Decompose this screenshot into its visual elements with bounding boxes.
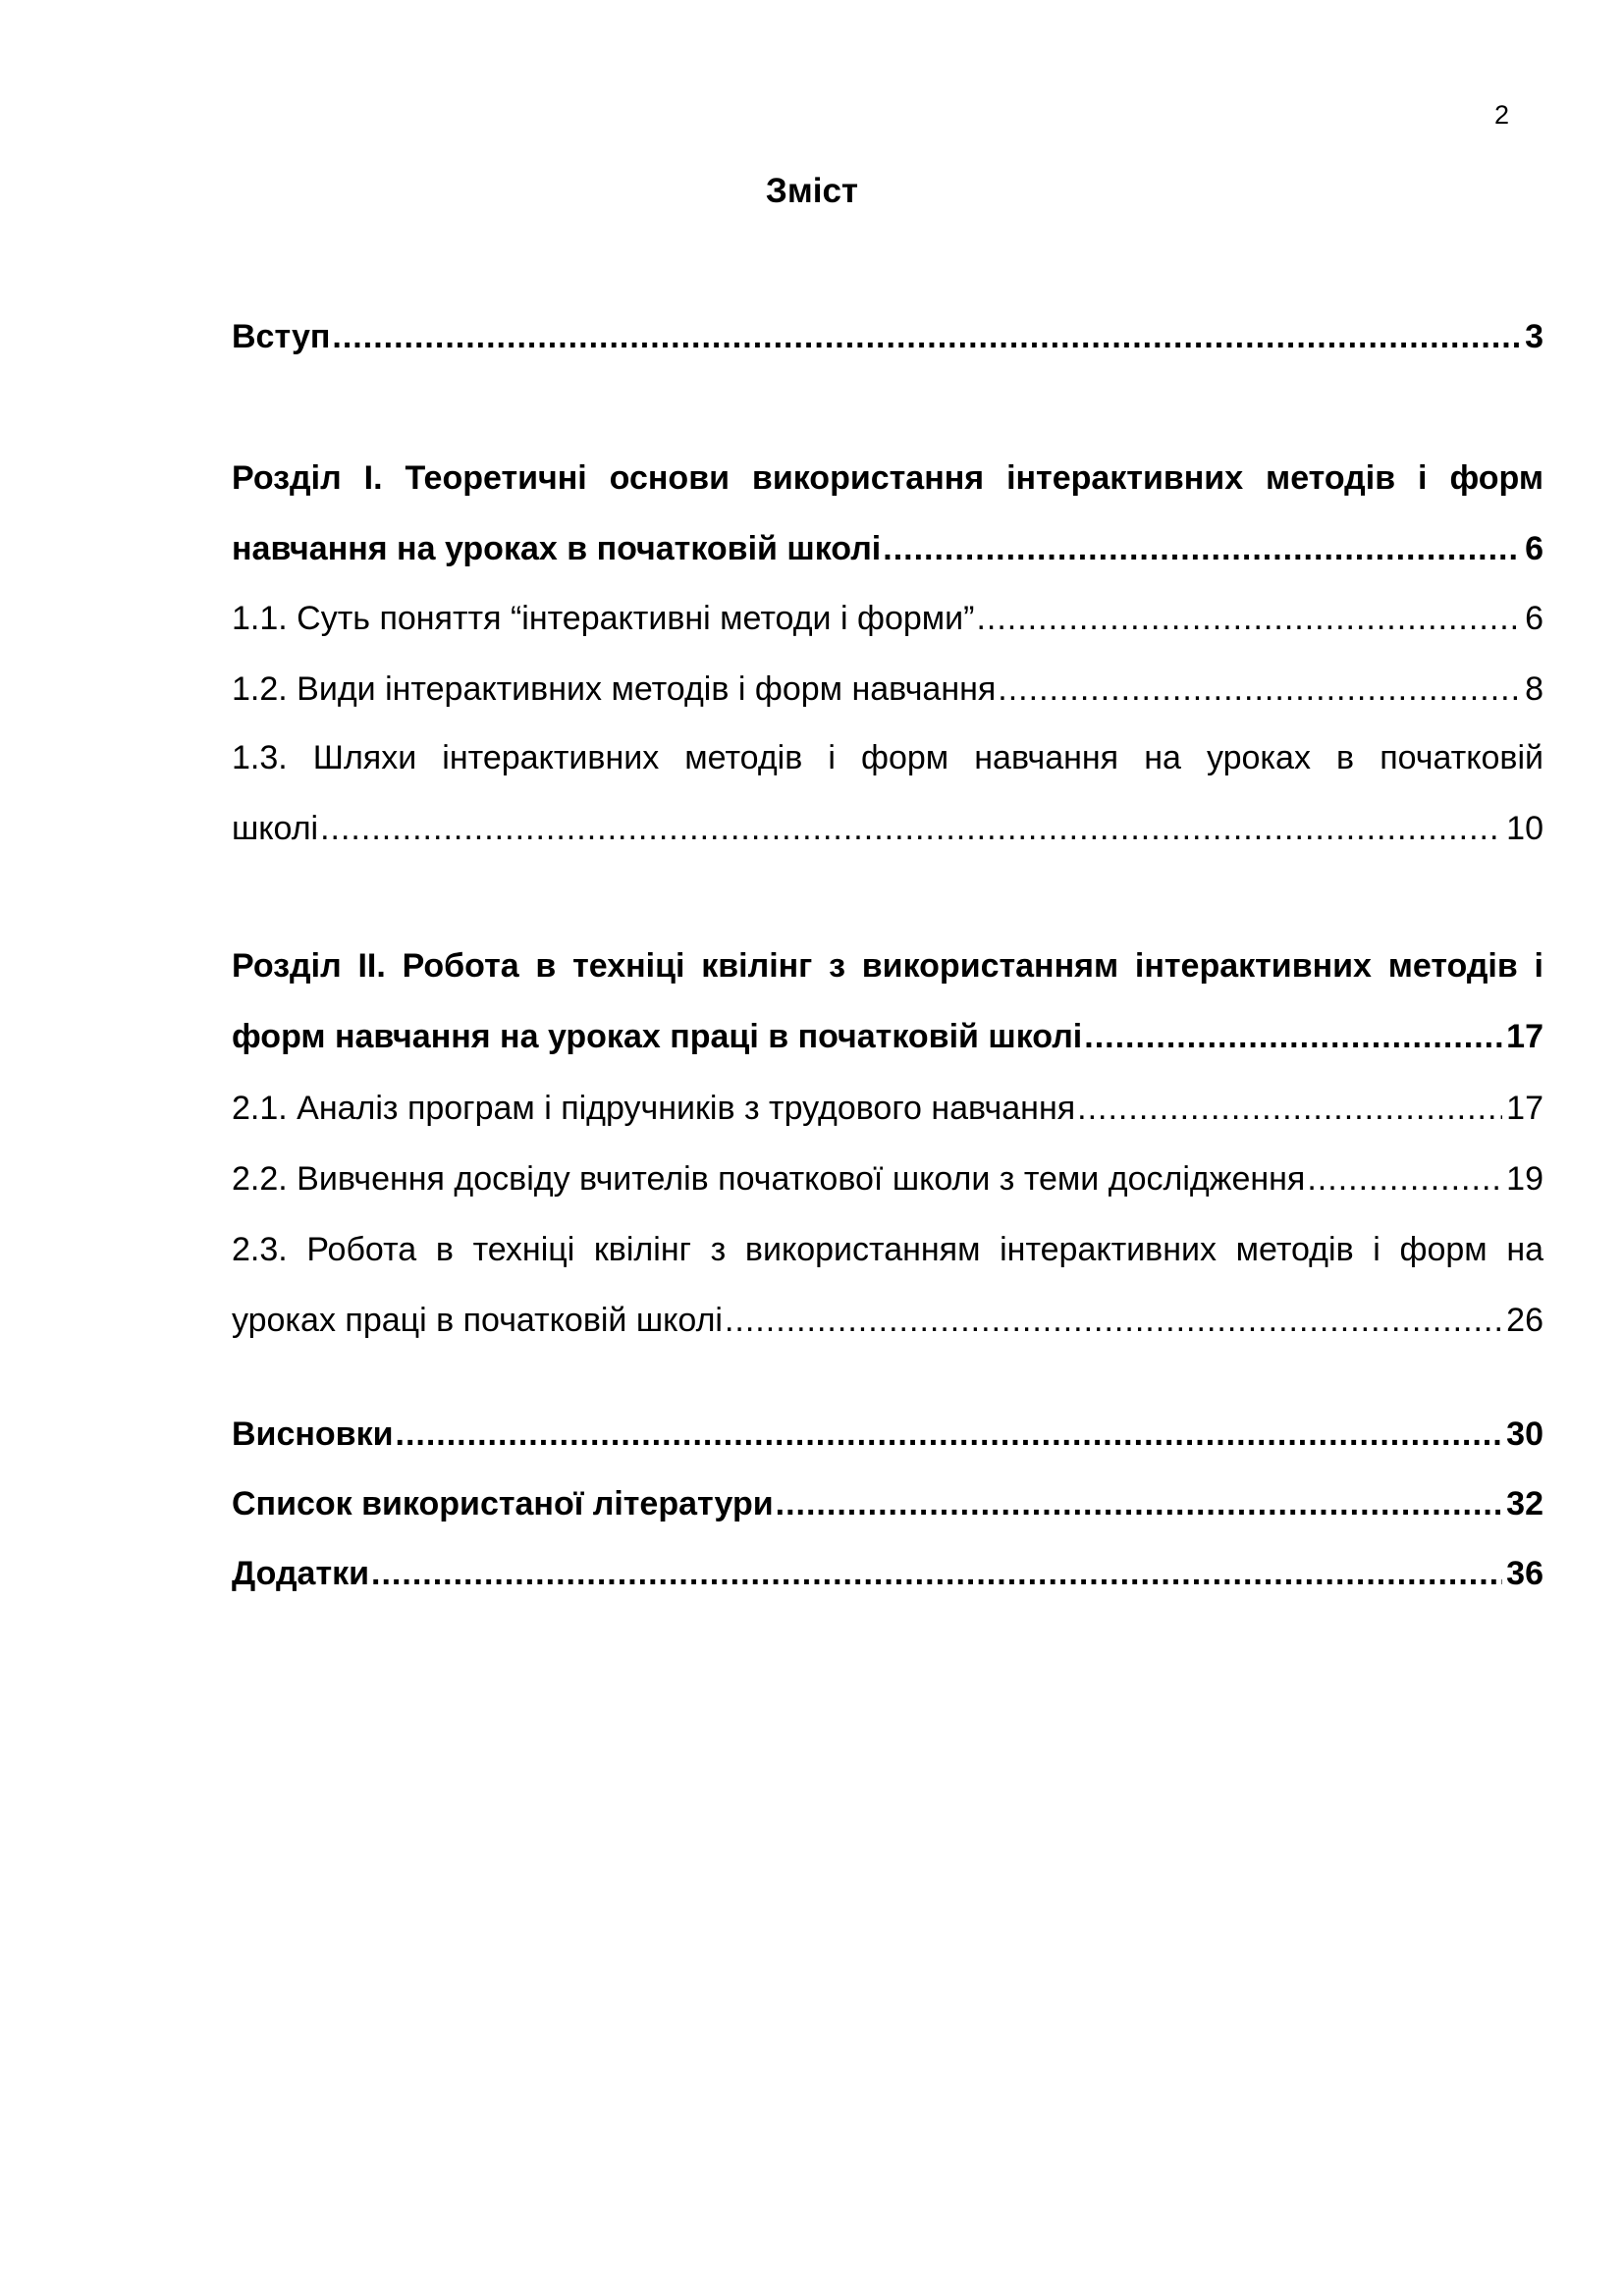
- toc-entry-section-1-2[interactable]: [232, 666, 1543, 713]
- toc-entry-page: 32: [1506, 1485, 1543, 1522]
- dot-leader: [998, 666, 1521, 713]
- toc-entry-conclusions[interactable]: [232, 1411, 1543, 1458]
- toc-entry-label: Додатки: [232, 1555, 370, 1592]
- dot-leader: [1077, 1085, 1502, 1132]
- toc-entry-section-2-1[interactable]: [232, 1085, 1543, 1132]
- toc-entry-section-2-2[interactable]: [232, 1155, 1543, 1202]
- toc-entry-label-line-1: 2.3. Робота в техніці квілінг з використанням інтерактивних методів і форм на: [232, 1231, 1543, 1268]
- dot-leader: [1084, 1013, 1502, 1060]
- toc-entry-label: Вступ: [232, 318, 331, 355]
- dot-leader: [776, 1480, 1503, 1527]
- dot-leader: [725, 1297, 1502, 1344]
- dot-leader: [976, 595, 1521, 642]
- toc-entry-section-1-1[interactable]: [232, 595, 1543, 642]
- toc-entry-literature[interactable]: [232, 1480, 1543, 1527]
- dot-leader: [332, 313, 1521, 360]
- dot-leader: [883, 525, 1521, 572]
- toc-entry-page: 17: [1506, 1018, 1543, 1055]
- dot-leader: [396, 1411, 1503, 1458]
- toc-entry-label-line-2: школі: [232, 810, 319, 847]
- toc-entry-page: 6: [1525, 530, 1543, 567]
- toc-entry-label-line-2: навчання на уроках в початковій школі: [232, 530, 882, 567]
- toc-entry-label: 2.2. Вивчення досвіду вчителів початкової школи з теми дослідження: [232, 1160, 1306, 1198]
- toc-entry-chapter-2[interactable]: [232, 942, 1543, 1060]
- toc-entry-page: 30: [1506, 1415, 1543, 1453]
- toc-entry-page: 26: [1506, 1302, 1543, 1339]
- toc-entry-label: 1.1. Суть поняття “інтерактивні методи і форми”: [232, 600, 975, 637]
- toc-entry-page: 19: [1506, 1160, 1543, 1198]
- toc-entry-intro[interactable]: [232, 313, 1543, 360]
- toc-entry-chapter-1[interactable]: [232, 454, 1543, 572]
- toc-entry-label-line-2: уроках праці в початковій школі: [232, 1302, 723, 1339]
- toc-entry-page: 6: [1525, 600, 1543, 637]
- toc-entry-label-line-1: Розділ II. Робота в техніці квілінг з використанням інтерактивних методів і: [232, 947, 1543, 985]
- dot-leader: [320, 805, 1502, 852]
- dot-leader: [1307, 1155, 1502, 1202]
- toc-entry-label: Список використаної літератури: [232, 1485, 774, 1522]
- toc-title: Зміст: [765, 172, 859, 210]
- toc-entry-label: Висновки: [232, 1415, 394, 1453]
- toc-entry-label-line-2: форм навчання на уроках праці в початковій школі: [232, 1018, 1083, 1055]
- dot-leader: [371, 1550, 1502, 1597]
- toc-entry-page: 17: [1506, 1090, 1543, 1127]
- toc-entry-section-2-3[interactable]: [232, 1226, 1543, 1344]
- toc-entry-label-line-1: 1.3. Шляхи інтерактивних методів і форм навчання на уроках в початковій: [232, 739, 1543, 776]
- page-number: 2: [1494, 100, 1510, 130]
- toc-entry-page: 36: [1506, 1555, 1543, 1592]
- toc-entry-label: 1.2. Види інтерактивних методів і форм навчання: [232, 670, 997, 708]
- toc-entry-appendices[interactable]: [232, 1550, 1543, 1597]
- toc-entry-label-line-1: Розділ I. Теоретичні основи використання інтерактивних методів і форм: [232, 459, 1543, 497]
- toc-entry-page: 3: [1525, 318, 1543, 355]
- toc-entry-label: 2.1. Аналіз програм і підручників з трудового навчання: [232, 1090, 1076, 1127]
- toc-entry-page: 10: [1506, 810, 1543, 847]
- toc-entry-section-1-3[interactable]: [232, 734, 1543, 852]
- toc-entry-page: 8: [1525, 670, 1543, 708]
